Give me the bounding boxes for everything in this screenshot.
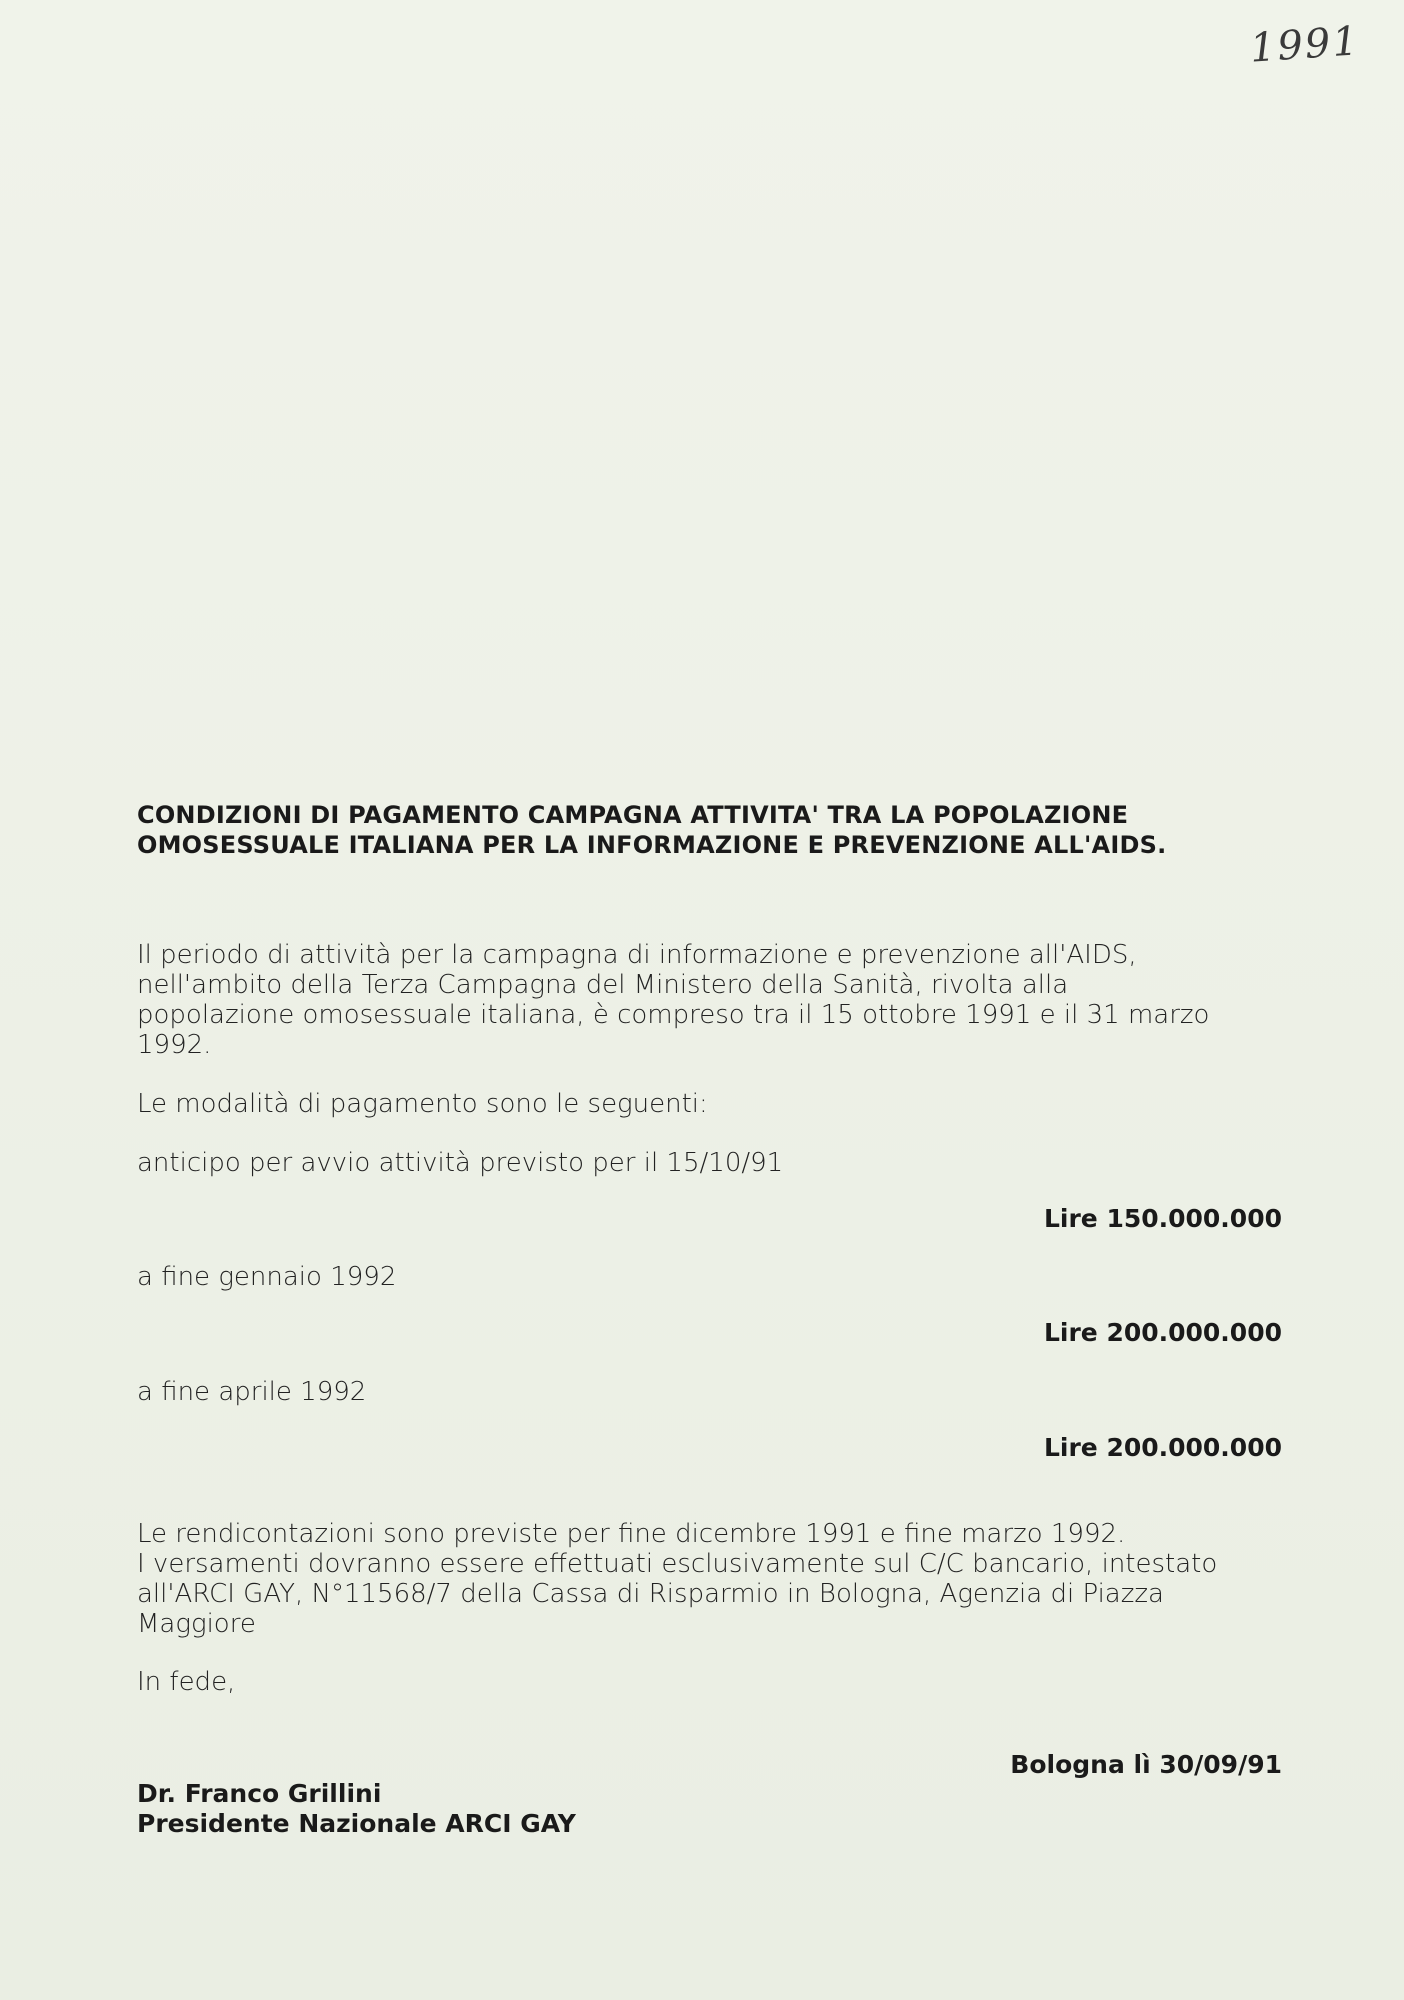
intro-line-3: popolazione omosessuale italiana, è compreso tra il 15 ottobre 1991 e il 31 marzo: [137, 1000, 1210, 1030]
place-date: Bologna lì 30/09/91: [1010, 1750, 1282, 1779]
payment-2-amount: Lire 200.000.000: [1043, 1318, 1282, 1347]
signatory-name: Dr. Franco Grillini: [137, 1779, 382, 1808]
payment-3-description: a fine aprile 1992: [137, 1377, 367, 1407]
intro-line-1: Il periodo di attività per la campagna di informazione e prevenzione all'AIDS,: [137, 940, 1137, 970]
closing-line-4: Maggiore: [137, 1609, 256, 1639]
payment-1-description: anticipo per avvio attività previsto per il 15/10/91: [137, 1148, 784, 1178]
payment-2-description: a fine gennaio 1992: [137, 1262, 397, 1292]
closing-line-3: all'ARCI GAY, N°11568/7 della Cassa di Risparmio in Bologna, Agenzia di Piazza: [137, 1579, 1164, 1609]
intro-line-2: nell'ambito della Terza Campagna del Ministero della Sanità, rivolta alla: [137, 970, 1069, 1000]
document-title: [137, 800, 1287, 860]
signature-block: [137, 1779, 576, 1839]
intro-paragraph: [137, 940, 1287, 1060]
closing-paragraph: [137, 1519, 1287, 1639]
handwritten-year-annotation: 1991: [1248, 18, 1362, 72]
payment-3-amount: Lire 200.000.000: [1043, 1433, 1282, 1462]
intro-line-4: 1992.: [137, 1030, 212, 1060]
title-line-2: OMOSESSUALE ITALIANA PER LA INFORMAZIONE E PREVENZIONE ALL'AIDS.: [137, 831, 1167, 859]
payment-1-amount: Lire 150.000.000: [1043, 1204, 1282, 1233]
closing-line-2: I versamenti dovranno essere effettuati esclusivamente sul C/C bancario, intestato: [137, 1549, 1218, 1579]
title-line-1: CONDIZIONI DI PAGAMENTO CAMPAGNA ATTIVITA' TRA LA POPOLAZIONE: [137, 801, 1129, 829]
signatory-role: Presidente Nazionale ARCI GAY: [137, 1809, 576, 1838]
salutation: In fede,: [137, 1667, 236, 1697]
payment-intro: Le modalità di pagamento sono le seguenti:: [137, 1089, 708, 1119]
closing-line-1: Le rendicontazioni sono previste per fine dicembre 1991 e fine marzo 1992.: [137, 1519, 1126, 1549]
